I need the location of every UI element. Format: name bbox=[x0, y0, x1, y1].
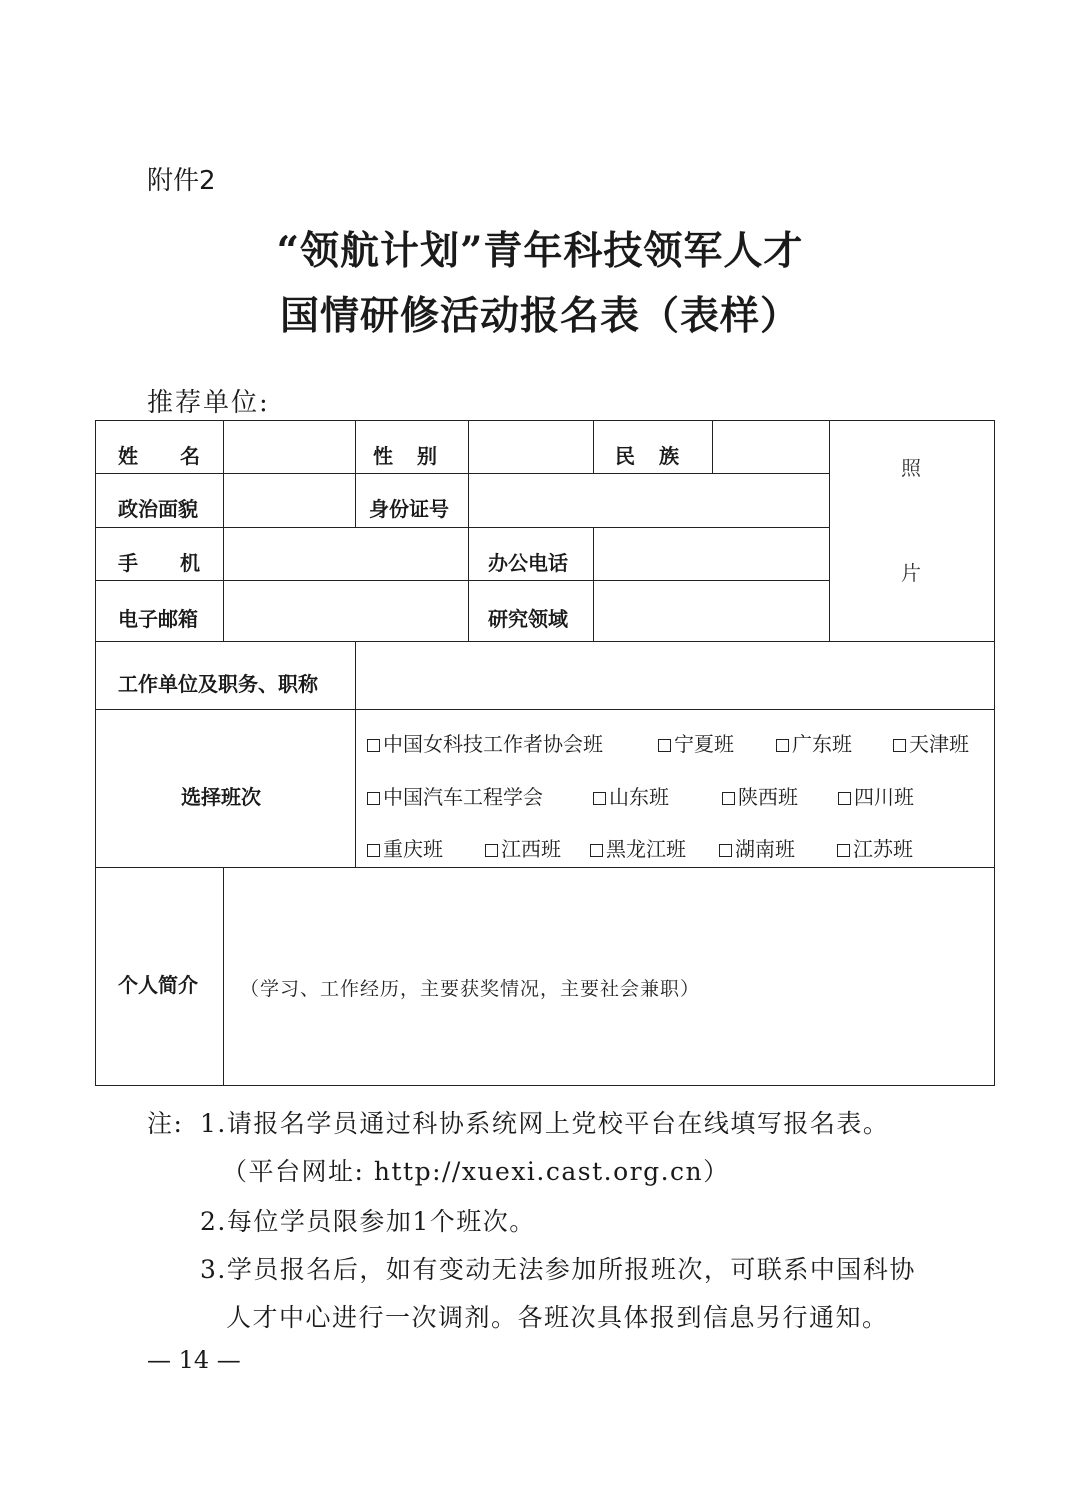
class-option[interactable]: 宁夏班 bbox=[658, 734, 734, 754]
class-option[interactable]: 中国汽车工程学会 bbox=[367, 787, 543, 807]
class-option[interactable]: 重庆班 bbox=[367, 839, 443, 859]
gender-label: 性别 bbox=[373, 444, 461, 468]
checkbox-icon[interactable] bbox=[722, 792, 735, 805]
checkbox-icon[interactable] bbox=[658, 739, 671, 752]
class-option[interactable]: 中国女科技工作者协会班 bbox=[367, 734, 603, 754]
recommend-unit-label: 推荐单位: bbox=[147, 388, 270, 418]
checkbox-icon[interactable] bbox=[367, 844, 380, 857]
id-number-label: 身份证号 bbox=[369, 497, 449, 521]
class-option[interactable]: 四川班 bbox=[838, 787, 914, 807]
checkbox-icon[interactable] bbox=[719, 844, 732, 857]
checkbox-icon[interactable] bbox=[893, 739, 906, 752]
page-number: — 14 — bbox=[147, 1346, 241, 1374]
bio-label: 个人简介 bbox=[118, 973, 198, 997]
checkbox-icon[interactable] bbox=[590, 844, 603, 857]
class-option[interactable]: 江苏班 bbox=[837, 839, 913, 859]
class-option[interactable]: 湖南班 bbox=[719, 839, 795, 859]
note-3: 3.学员报名后，如有变动无法参加所报班次，可联系中国科协 bbox=[200, 1255, 916, 1284]
title-line-1: “领航计划”青年科技领军人才 bbox=[276, 228, 804, 274]
attachment-label: 附件2 bbox=[147, 166, 216, 196]
email-label: 电子邮箱 bbox=[118, 607, 198, 631]
checkbox-icon[interactable] bbox=[593, 792, 606, 805]
class-option[interactable]: 江西班 bbox=[485, 839, 561, 859]
checkbox-icon[interactable] bbox=[776, 739, 789, 752]
class-select-label: 选择班次 bbox=[181, 785, 261, 809]
note-2: 2.每位学员限参加1个班次。 bbox=[200, 1207, 536, 1236]
checkbox-icon[interactable] bbox=[485, 844, 498, 857]
notes-prefix: 注: bbox=[147, 1109, 184, 1138]
work-unit-label: 工作单位及职务、职称 bbox=[118, 672, 318, 696]
bio-hint: （学习、工作经历，主要获奖情况，主要社会兼职） bbox=[240, 978, 701, 1000]
title-line-2: 国情研修活动报名表（表样） bbox=[279, 293, 800, 339]
class-option[interactable]: 陕西班 bbox=[722, 787, 798, 807]
research-field-label: 研究领域 bbox=[488, 607, 568, 631]
note-1: 1.请报名学员通过科协系统网上党校平台在线填写报名表。 bbox=[200, 1109, 890, 1138]
checkbox-icon[interactable] bbox=[367, 792, 380, 805]
checkbox-icon[interactable] bbox=[837, 844, 850, 857]
class-option[interactable]: 黑龙江班 bbox=[590, 839, 686, 859]
office-phone-label: 办公电话 bbox=[488, 551, 568, 575]
name-label: 姓名 bbox=[118, 444, 242, 468]
mobile-label: 手机 bbox=[118, 551, 242, 575]
class-option[interactable]: 广东班 bbox=[776, 734, 852, 754]
ethnicity-label: 民族 bbox=[615, 444, 703, 468]
note-1-url: （平台网址: http://xuexi.cast.org.cn） bbox=[222, 1157, 730, 1186]
class-option[interactable]: 山东班 bbox=[593, 787, 669, 807]
checkbox-icon[interactable] bbox=[838, 792, 851, 805]
political-label: 政治面貌 bbox=[118, 497, 198, 521]
checkbox-icon[interactable] bbox=[367, 739, 380, 752]
note-3-continued: 人才中心进行一次调剂。各班次具体报到信息另行通知。 bbox=[226, 1303, 889, 1332]
photo-char-1: 照 bbox=[901, 456, 921, 480]
photo-char-2: 片 bbox=[901, 561, 921, 585]
class-option[interactable]: 天津班 bbox=[893, 734, 969, 754]
